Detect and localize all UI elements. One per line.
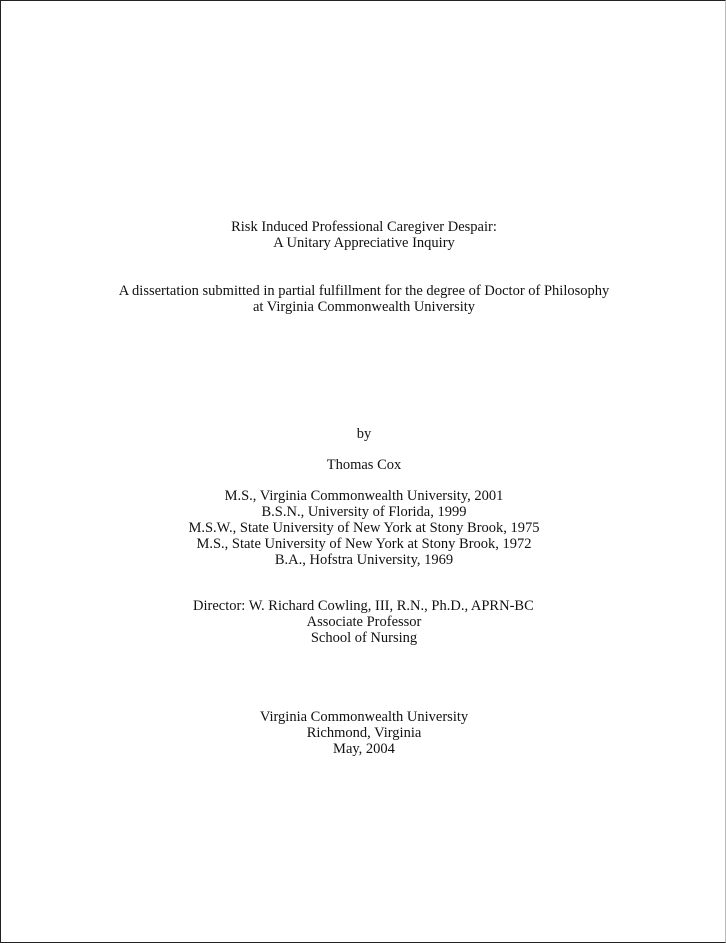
title-line-2: A Unitary Appreciative Inquiry — [273, 235, 455, 251]
submission-line-2: at Virginia Commonwealth University — [252, 299, 476, 315]
submission-line-1: A dissertation submitted in partial fulfillment for the degree of Doctor of Philosophy — [118, 283, 610, 299]
by-label: by — [356, 426, 372, 442]
degree-item: B.A., Hofstra University, 1969 — [274, 552, 454, 568]
institution-name: Virginia Commonwealth University — [259, 709, 469, 725]
author-name: Thomas Cox — [326, 457, 402, 473]
institution-location: Richmond, Virginia — [306, 725, 422, 741]
degree-list — [1, 488, 726, 568]
degree-item: M.S., State University of New York at Stony Brook, 1972 — [196, 536, 532, 552]
director-line: Director: W. Richard Cowling, III, R.N., Ph.D., APRN-BC — [193, 598, 534, 614]
degree-item: M.S.W., State University of New York at Stony Brook, 1975 — [188, 520, 540, 536]
title-line-1: Risk Induced Professional Caregiver Despair: — [231, 219, 497, 235]
degree-item: M.S., Virginia Commonwealth University, 2001 — [224, 488, 504, 504]
director-department: School of Nursing — [310, 630, 418, 646]
dissertation-title — [1, 219, 726, 251]
degree-item: B.S.N., University of Florida, 1999 — [261, 504, 467, 520]
institution-block — [1, 709, 726, 757]
director-title: Associate Professor — [306, 614, 422, 630]
submission-statement — [1, 283, 726, 315]
submission-date: May, 2004 — [333, 741, 395, 757]
